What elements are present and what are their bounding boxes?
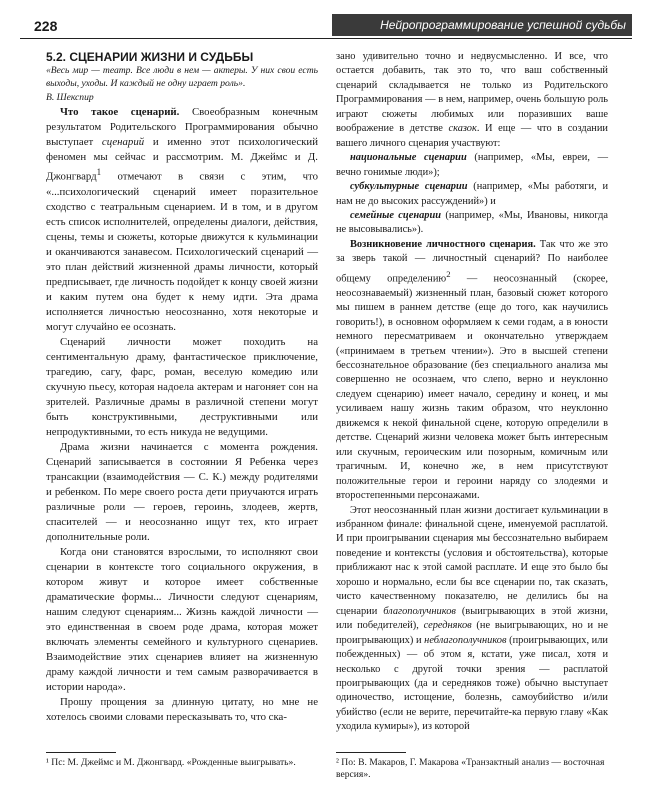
paragraph: Когда они становятся взрослыми, то исполняют свои сценарии в контексте того социального окружения, в котором живут и которое имеет собственные драматические формы... Личности следуют сценариям, нашим следуют сценариям... Жизнь каждой личности — это единственная в своем роде драма, которая может включать элементы семейного и культурного сценариев. Взаимодействие этих сценариев влияет на жизненную драму каждой личности и тем самым разворачивается в истории народа». (46, 546, 318, 694)
paragraph-text: зано удивительно точно и недвусмысленно. И все, что остается добавить, так это то, что ваш собственный сценарий складывается не только из Родительского Программирования — в нем, например, очень большую роль играют сюжеты любимых или поразивших ваше воображение в детстве (336, 51, 608, 135)
list-item (336, 180, 608, 209)
footnote-right (336, 752, 608, 781)
emphasis: сказок (448, 123, 477, 135)
list-item-text: (например, «Мы, Ивановы, никогда не высовывались»). (336, 209, 608, 236)
footnote-text: ² По: В. Макаров, Г. Макарова «Транзактный анализ — восточная версия». (336, 757, 605, 780)
paragraph-text: Своеобразным конечным результатом Родительского Программирования обычно выступает (46, 106, 318, 149)
list-item-text: (например, «Мы работяги, и нам не до высоких рассуждений») и (336, 181, 609, 207)
paragraph: Драма жизни начинается с момента рождения. Сценарий записывается в состоянии Я Ребенка через трансакции (взаимодействия — С. К.) между родителями и ребенком. По мере своего роста дети приучаются играть различные роли — героев, героинь, злодеев, жертв, спасителей — и неосознанно ищут тех, кто играет дополнительные роли. (46, 441, 318, 544)
right-column (336, 50, 608, 735)
paragraph-text: (проигрывающих, или побежденных) — об этом я, кстати, уже писал, хотя и несколько с другой точки зрения — расплатой проигрывающих (да и середняков тоже) обычно выступает одиночество, истощение, болезнь, самоубийство и/или убийство (если не верите, перечитайте-ка первую главу «Как уходила кумиры»), из которой (336, 634, 608, 733)
paragraph: Сценарий личности может походить на сентиментальную драму, фантастическое приключение, трагедию, сагу, фарс, роман, веселую комедию или скучную пьесу, которая надоела актерам и нагоняет сон на зрителей. Различные драмы в различной степени могут быть конструктивными, деструктивными или непродуктивными, то есть никуда не ведущими. (46, 336, 318, 439)
paragraph (336, 50, 608, 151)
paragraph-text: . И еще — что в создании вашего личного сценария участвуют: (336, 123, 608, 149)
paragraph-text: Этот неосознанный план жизни достигает кульминации в избранном финале: финальной сцене, именуемой расплатой. И при проигрывании сценария мы бессознательно выбираем поведение и контексты (условия и обстоятельства), которые приближают нас к этой самой расплате. И еще это было бы хорошо и нормально, если бы все сценарии по, так сказать, чисто качественному показателю, не делились бы на сценарии (336, 504, 608, 617)
emphasis: благополучников (383, 605, 456, 617)
paragraph-text: отмечают в связи с этим, что «...психологический сценарий имеет поразительное сходство с театральным сценарием. И в том, и в другом есть список исполнителей, определены диалоги, действия, сцены, темы и сюжеты, которые движутся к кульминации и оканчиваются занавесом. Психологический сценарий — это план действий жизненной драмы личности, который предписывает, где личность подойдет к концу своей жизни и каким путем она будет к нему идти. Эта драма исполняется личностью неосознанно, хотя некоторые и могут случайно ее осознать. (46, 170, 318, 334)
paragraph-text: — неосознанный (скорее, неосознаваемый) жизненный план, базовый сюжет которого мы пишем в раннем детстве (еще до того, как научились говорить!), в основном оформляем к семи годам, а в юности немного пересматриваем и окончательно утверждаем («принимаем в третьем чтении»). Это в высшей степени бессознательное образование (без специального анализа мы совершенно не осознаем, что слепо, верно и неуклонно следуем сценарию) имеет начало, середину и конец, и мы усиливаем нашу жизнь таким образом, что неуклонно движемся к некой финальной сцене, которую определили в детстве. Сценарий жизни человека может быть интересным или скучным, героическим или позорным, комичным или трагичным. И, конечно же, в нем присутствуют положительные герои и героини наряду со злодеями и второстепенными персонажами. (336, 273, 608, 502)
section-title: 5.2. СЦЕНАРИИ ЖИЗНИ И СУДЬБЫ (46, 50, 254, 64)
footnote-rule (46, 752, 116, 753)
paragraph (336, 238, 608, 504)
list-item (336, 151, 608, 180)
footnote-text: ¹ Пс: М. Джеймс и М. Джонгвард. «Рожденные выигрывать». (46, 757, 296, 768)
paragraph (46, 105, 318, 335)
paragraph-text: (не выигрывающих, но и не проигрывающих) и (336, 620, 608, 646)
footnote-rule (336, 752, 406, 753)
header-rule (20, 38, 632, 39)
paragraph-lead: Возникновение личностного сценария. (350, 238, 536, 250)
footnote-ref: 1 (96, 167, 102, 178)
footnote-ref: 2 (446, 268, 451, 279)
paragraph-text: Так что же это за зверь такой — личностный сценарий? По наиболее общему определению (336, 238, 608, 285)
running-title: Нейропрограммирование успешной судьбы (332, 14, 632, 36)
epigraph-author: В. Шекспир (46, 92, 94, 104)
paragraph (336, 504, 608, 735)
epigraph-text: «Весь мир — театр. Все люди в нем — актеры. У них свои есть выходы, уходы. И каждый не одну играет роль». (46, 65, 318, 89)
list-item-text: (например, «Мы, евреи, — вечно гонимые люди»); (336, 152, 609, 178)
left-column (46, 50, 318, 725)
list-item (336, 209, 608, 238)
paragraph-text: и именно этот психологический феномен мы сейчас и рассмотрим. М. Джеймс и Д. Джонгвард (46, 136, 318, 183)
page-header (20, 14, 632, 40)
list-item-label: национальные сценарии (350, 152, 467, 164)
paragraph-text: (выигрывающих в этой жизни, или победителей), (336, 605, 608, 632)
emphasis: неблагополучников (424, 634, 507, 646)
paragraph: Прошу прощения за длинную цитату, но мне не хотелось своими словами пересказывать то, что ска- (46, 696, 318, 724)
footnote-left (46, 752, 318, 769)
paragraph-lead: Что такое сценарий. (60, 106, 180, 119)
list-item-label: субкультурные сценарии (350, 181, 468, 193)
emphasis: середняков (423, 620, 472, 632)
page-number: 228 (34, 18, 58, 34)
emphasis: сценарий (101, 136, 145, 149)
list-item-label: семейные сценарии (350, 209, 442, 221)
